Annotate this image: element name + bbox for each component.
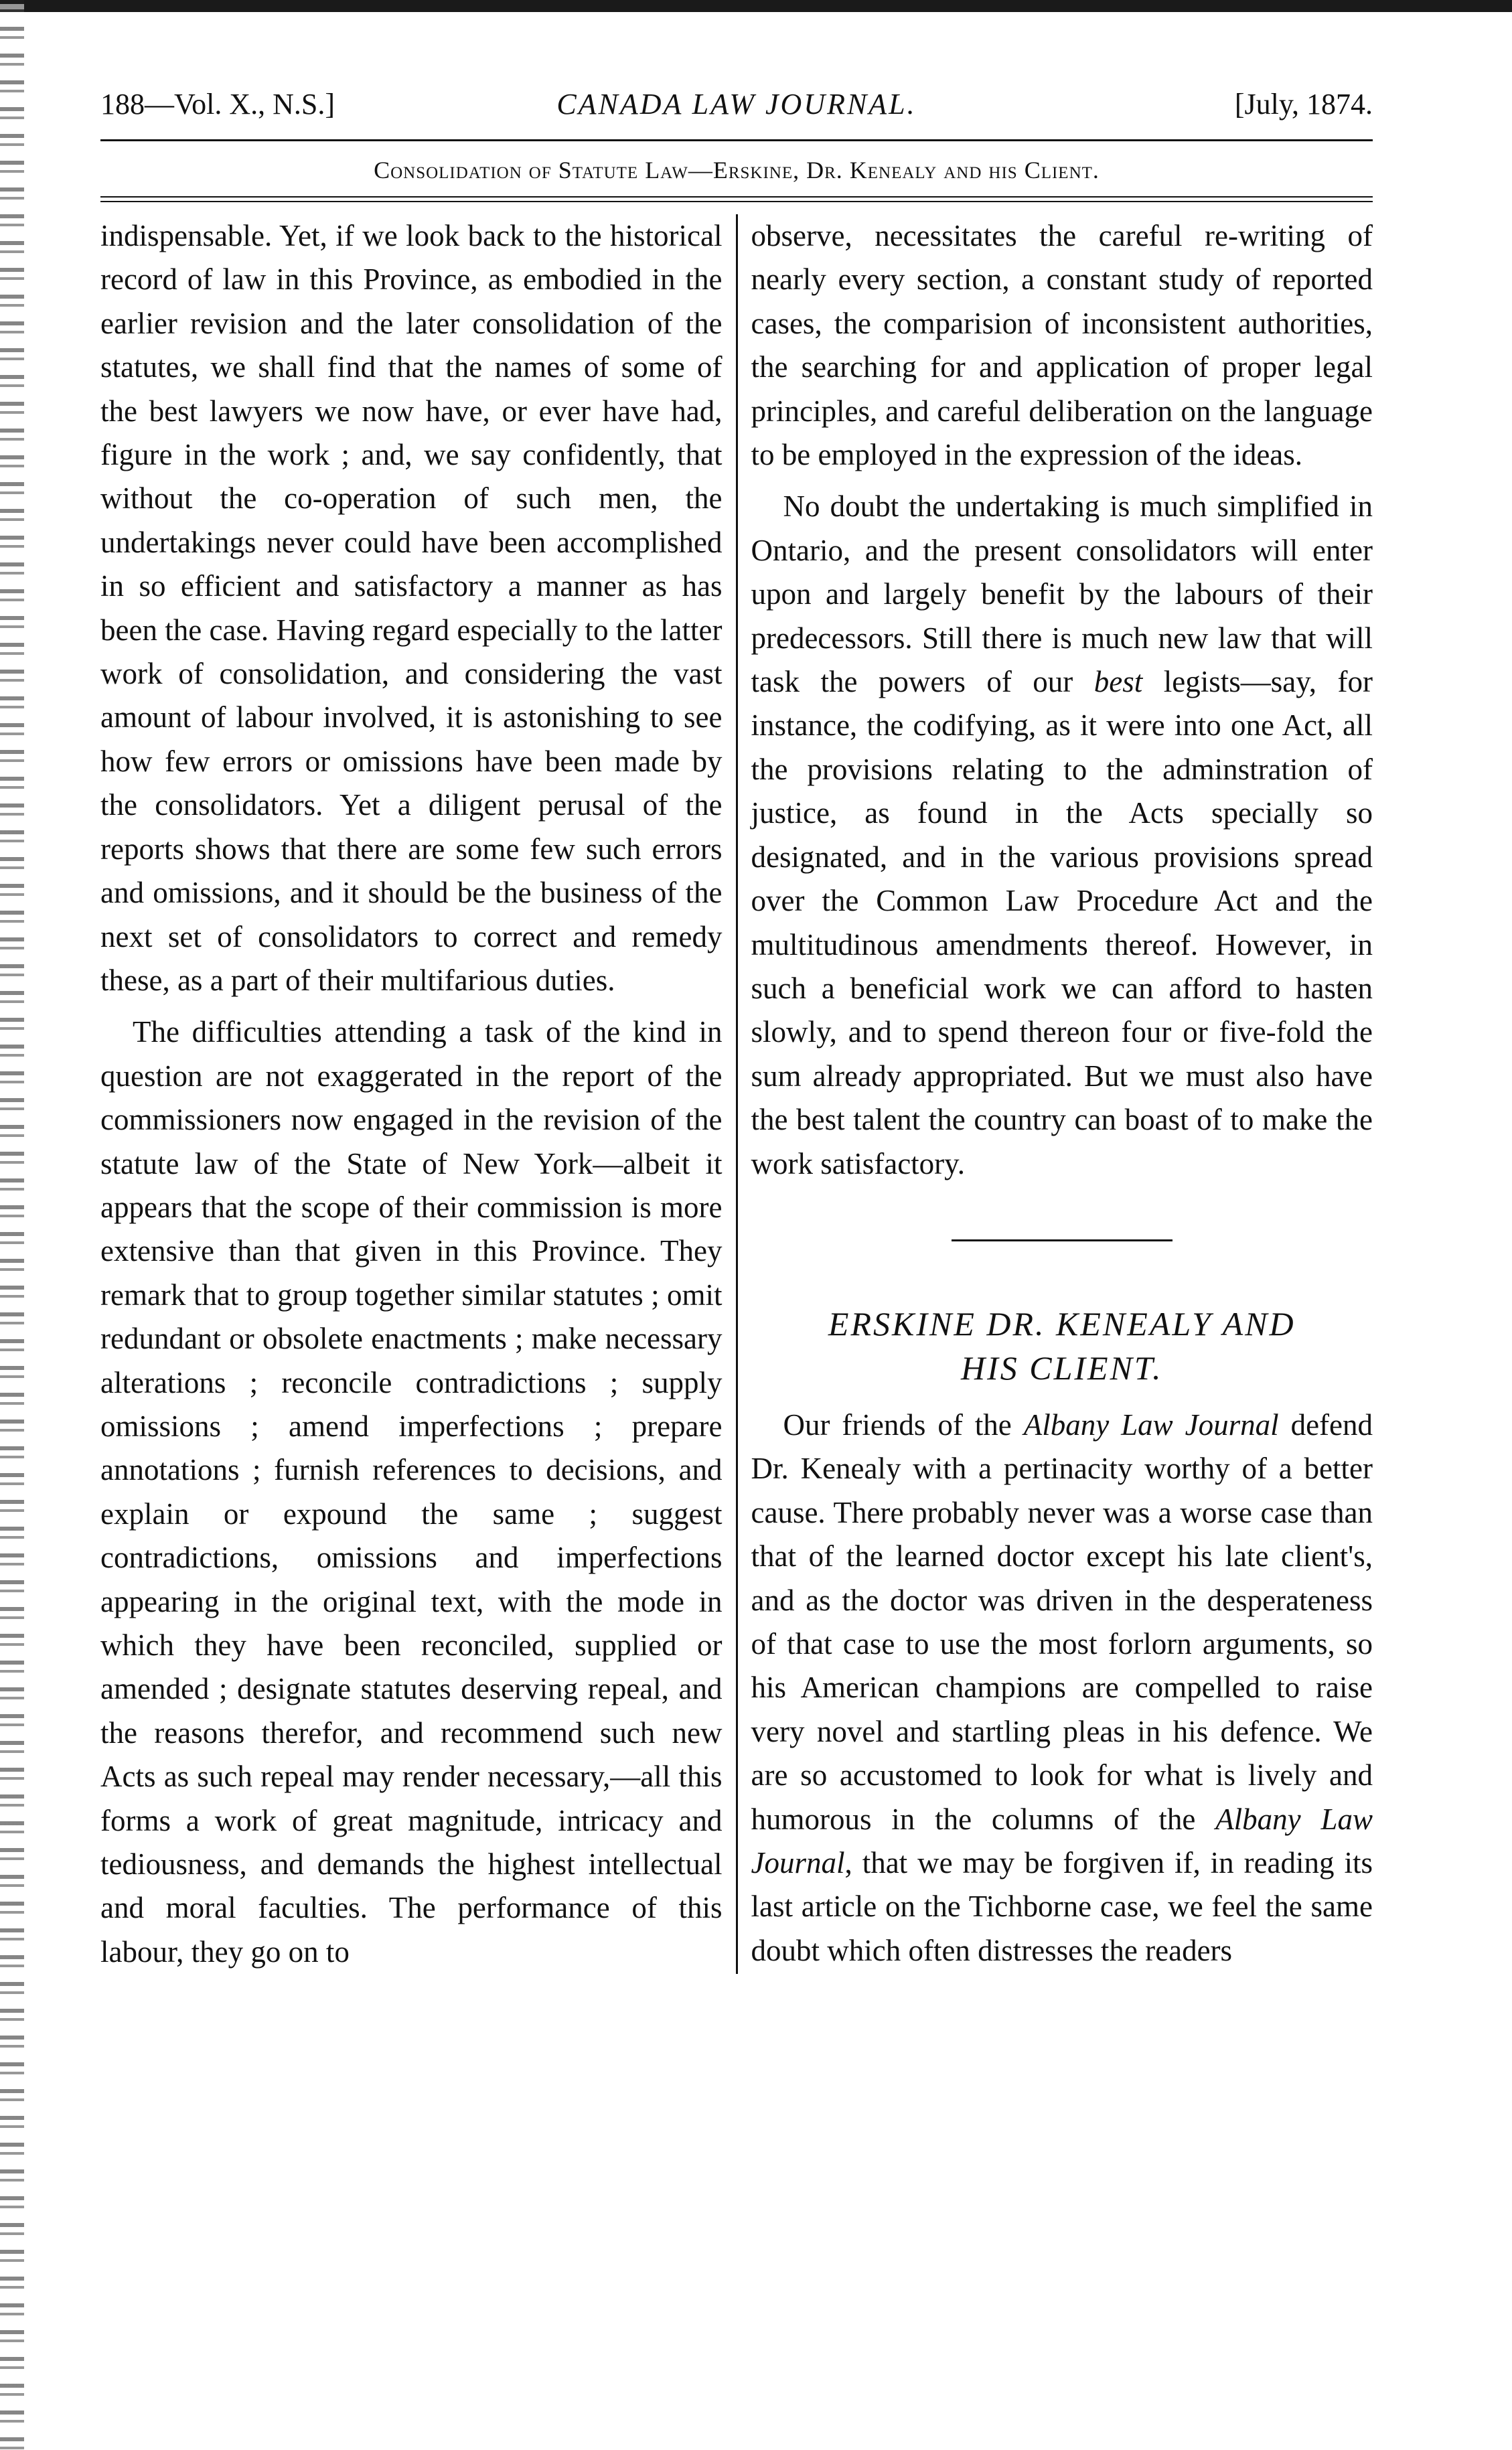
p2-text-a: No doubt the undertaking is much simplified in Ontario, and the present consolidators will enter upon and largely benefit by the labours of their predecessors. Still there is much new law that will task the powers of our (751, 489, 1373, 699)
right-paragraph-3 (751, 1403, 1373, 1973)
page-volume: 188—Vol. X., N.S.] (100, 88, 335, 121)
right-paragraph-1: observe, necessitates the careful re-writing of nearly every section, a constant study of reported cases, the comparision of inconsistent authorities, the searching for and application of proper legal principles, and careful deliberation on the language to be employed in the expression of the ideas. (751, 219, 1373, 472)
p2-emphasis: best (1093, 665, 1143, 699)
p3-text-c: , that we may be forgiven if, in reading its last article on the Tichborne case, we feel the same doubt which often distresses the readers (751, 1846, 1373, 1967)
left-paragraph-2: The difficulties attending a task of the kind in question are not exaggerated in the report of the commissioners now engaged in the revision of the statute law of the State of New York—albeit it appears that the scope of their commission is more extensive than that given in this Province. They remark that to group together similar statutes ; omit redundant or obsolete enactments ; make necessary alterations ; reconcile contradictions ; supply omissions ; amend imperfections ; prepare annotations ; furnish references to decisions, and explain or expound the same ; suggest contradictions, omissions and imperfections appearing in the original text, with the mode in which they have been reconciled, supplied or amended ; designate statutes deserving repeal, and the reasons therefor, and recommend such new Acts as such repeal may render necessary,—all this forms a work of great magnitude, intricacy and tediousness, and demands the highest intellectual and moral faculties. The performance of this labour, they go on to (100, 1015, 723, 1969)
right-column (738, 214, 1373, 1974)
subheading-rule (100, 196, 1373, 202)
running-head (100, 87, 1373, 127)
section-subheading: Consolidation of Statute Law—Erskine, Dr. Kenealy and his Client. (374, 157, 1100, 183)
article-separator (952, 1239, 1173, 1241)
left-column (100, 214, 736, 1974)
p2-text-b: legists—say, for instance, the codifying, as it were into one Act, all the provisions relating to the adminstration of justice, as found in the Acts specially so designated, and in the various provisions spread over the Common Law Procedure Act and the multitudinous amendments thereof. However, in such a beneficial work we can afford to hasten slowly, and to spend thereon four or five-fold the sum already appropriated. But we must also have the best talent the country can boast of to make the work satisfactory. (751, 665, 1373, 1180)
journal-page (100, 87, 1373, 1974)
text-columns (100, 214, 1373, 1974)
left-paragraph-1: indispensable. Yet, if we look back to the historical record of law in this Province, as embodied in the earlier revision and the later consolidation of the statutes, we shall find that the names of some of the best lawyers we now have, or ever have had, figure in the work ; and, we say confidently, that without the co-operation of such men, the undertakings never could have been accomplished in so efficient and satisfactory a manner as has been the case. Having regard especially to the latter work of consolidation, and considering the vast amount of labour involved, it is astonishing to see how few errors or omissions have been made by the consolidators. Yet a diligent perusal of the reports shows that there are some few such errors and omissions, and it should be the business of the next set of consolidators to correct and remedy these, as a part of their multifarious duties. (100, 219, 723, 997)
p3-text-b: defend Dr. Kenealy with a pertinacity worthy of a better cause. There probably never was a worse case than that of the learned doctor except his late client's, and as the doctor was driven in the desperateness of that case to use the most forlorn arguments, so his American champions are compelled to raise very novel and startling pleas in his defence. We are so accustomed to look for what is lively and humorous in the columns of the (751, 1407, 1373, 1836)
journal-title: CANADA LAW JOURNAL. (556, 88, 917, 121)
issue-date: [July, 1874. (1234, 88, 1373, 121)
article-title (751, 1302, 1373, 1390)
article-title-line-1: ERSKINE DR. KENEALY AND (828, 1304, 1296, 1343)
p3-text-a: Our friends of the (783, 1407, 1024, 1442)
article-title-line-2: HIS CLIENT. (960, 1349, 1163, 1387)
scan-top-border (0, 0, 1512, 12)
right-paragraph-2 (751, 485, 1373, 1186)
scan-left-edge (0, 0, 24, 2450)
p3-journal-name-2: Albany Law Journal (751, 1802, 1373, 1880)
p3-journal-name-1: Albany Law Journal (1023, 1407, 1279, 1442)
